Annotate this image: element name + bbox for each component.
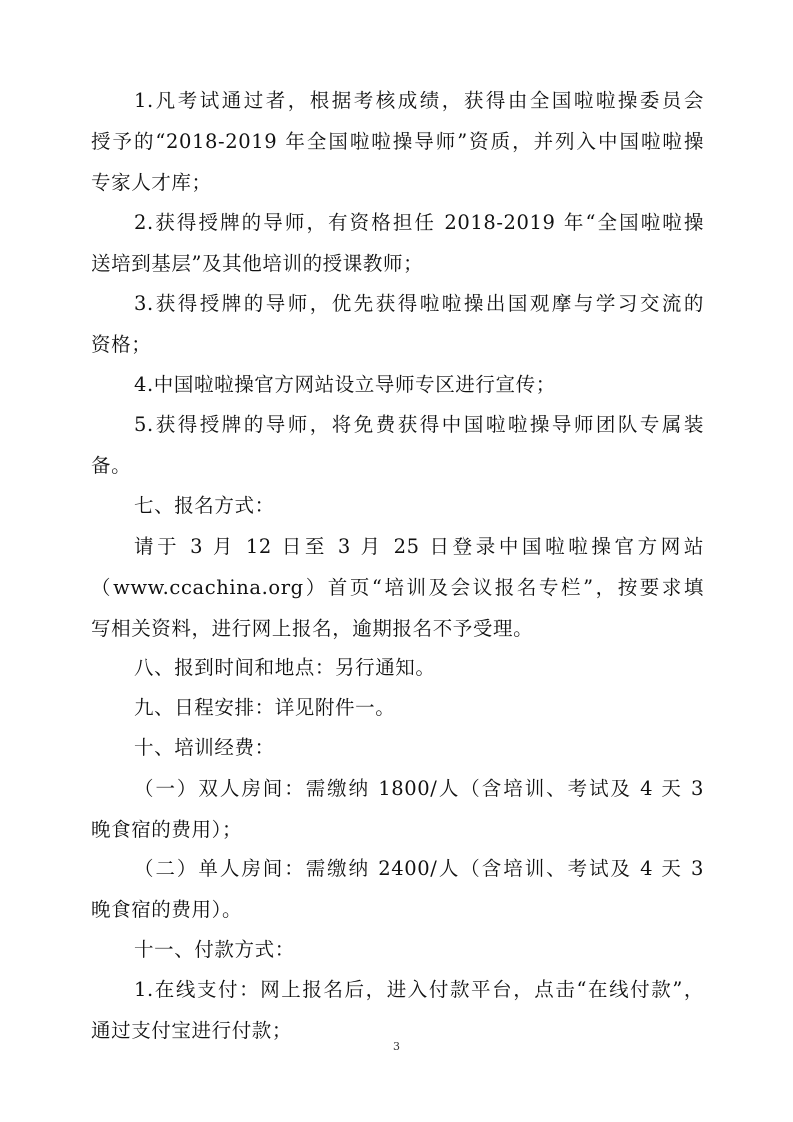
fee-double-room: [91, 768, 704, 850]
para-2-line-1: 2.获得授牌的导师，有资格担任 2018-2019 年“全国啦啦操: [134, 211, 704, 234]
para-5-line-2: 备。: [91, 454, 132, 477]
registration-paragraph: [91, 526, 704, 649]
registration-line-2: （www.ccachina.org）首页“培训及会议报名专栏”，按要求填: [91, 576, 704, 599]
payment-online-line-1: 1.在线支付：网上报名后，进入付款平台，点击“在线付款”，: [134, 978, 704, 1001]
section-7-title: 七、报名方式：: [134, 494, 275, 517]
para-3-line-1: 3.获得授牌的导师，优先获得啦啦操出国观摩与学习交流的: [134, 292, 704, 315]
para-2-line-2: 送培到基层”及其他培训的授课教师；: [91, 252, 424, 275]
fee-single-line-1: （二）单人房间：需缴纳 2400/人（含培训、考试及 4 天 3: [134, 857, 704, 880]
section-7-heading: [91, 485, 704, 526]
payment-online: [91, 969, 704, 1051]
para-5-line-1: 5.获得授牌的导师，将免费获得中国啦啦操导师团队专属装: [134, 413, 704, 436]
fee-single-line-2: 晚食宿的费用）。: [91, 898, 243, 921]
payment-online-line-2: 通过支付宝进行付款；: [91, 1019, 293, 1042]
section-10-title: 十、培训经费：: [134, 736, 275, 759]
page-number: 3: [393, 1040, 400, 1053]
para-4-line-1: 4.中国啦啦操官方网站设立导师专区进行宣传；: [134, 373, 556, 396]
section-9: [91, 687, 704, 728]
section-8: [91, 647, 704, 688]
section-11-heading: [91, 929, 704, 970]
fee-single-room: [91, 848, 704, 930]
section-8-text: 八、报到时间和地点：另行通知。: [134, 656, 436, 679]
para-3-line-2: 资格；: [91, 333, 152, 356]
paragraph-2: [91, 202, 704, 284]
section-10-heading: [91, 727, 704, 768]
fee-double-line-1: （一）双人房间：需缴纳 1800/人（含培训、考试及 4 天 3: [134, 777, 704, 800]
para-1-line-3: 专家人才库；: [91, 171, 212, 194]
paragraph-1: [91, 80, 704, 203]
paragraph-5: [91, 404, 704, 486]
paragraph-4: [91, 364, 704, 405]
section-11-title: 十一、付款方式：: [134, 938, 295, 961]
registration-line-1: 请于 3 月 12 日至 3 月 25 日登录中国啦啦操官方网站: [134, 535, 704, 558]
para-1-line-1: 1.凡考试通过者，根据考核成绩，获得由全国啦啦操委员会: [134, 89, 704, 112]
registration-line-3: 写相关资料，进行网上报名，逾期报名不予受理。: [91, 617, 534, 640]
fee-double-line-2: 晚食宿的费用）；: [91, 818, 243, 841]
para-1-line-2: 授予的“2018-2019 年全国啦啦操导师”资质，并列入中国啦啦操: [91, 130, 704, 153]
section-9-text: 九、日程安排：详见附件一。: [134, 696, 396, 719]
paragraph-3: [91, 283, 704, 365]
